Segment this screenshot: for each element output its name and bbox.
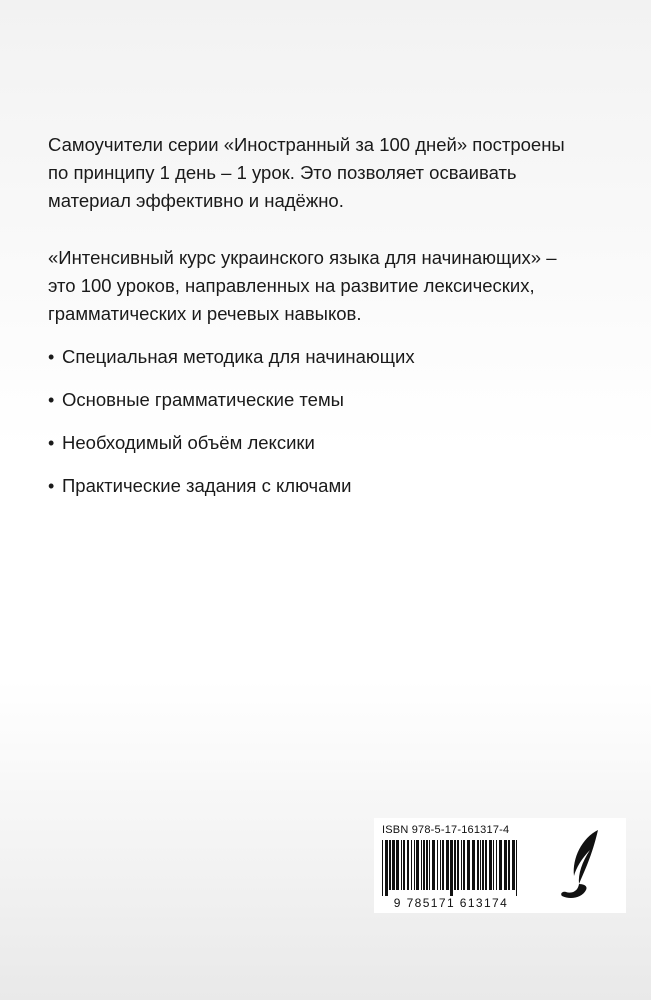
barcode-digits: 9 785171 613174 [393,896,509,910]
barcode-bar [482,840,484,890]
barcode-bar [463,840,465,890]
barcode-bar [472,840,475,890]
barcode-bar [450,840,453,896]
paragraph-line: «Интенсивный курс украинского языка для начинающих» – [48,247,557,268]
barcode-bar [429,840,430,890]
publisher-quill-logo-icon [552,828,612,903]
barcode-bar [516,840,517,896]
bullet-icon: • [48,476,55,496]
barcode-bar [426,840,428,890]
isbn-barcode-panel [374,818,626,913]
barcode-bar [496,840,497,890]
barcode-bar [440,840,441,890]
barcode-bar [432,840,435,890]
list-item-text: Необходимый объём лексики [62,432,315,453]
barcode-bar [389,840,391,890]
barcode-bar [446,840,449,890]
barcode-bar [499,840,502,890]
barcode-bar [414,840,415,890]
paragraph-line: это 100 уроков, направленных на развитие лексических, [48,275,535,296]
barcode-bar [493,840,494,890]
list-item [48,386,415,429]
description-paragraph-1 [48,131,618,215]
barcode-bar [407,840,409,890]
list-item-text: Практические задания с ключами [62,475,352,496]
isbn-label: ISBN 978-5-17-161317-4 [382,824,510,836]
barcode-bar [457,840,459,890]
barcode-bar [504,840,507,890]
barcode-bar [480,840,481,890]
barcode-bar [421,840,422,890]
list-item-text: Основные грамматические темы [62,389,344,410]
list-item [48,343,415,386]
barcode-bar [392,840,395,890]
barcode-bar [512,840,515,890]
barcode-bar [396,840,399,890]
barcode-bar [385,840,388,896]
barcode-bar [442,840,444,890]
barcode-bar [437,840,438,890]
barcode-bar [477,840,479,890]
barcode-bar [423,840,425,890]
paragraph-line: материал эффективно и надёжно. [48,190,344,211]
barcode-bar [489,840,492,890]
feature-list [48,343,415,515]
list-item [48,429,415,472]
barcode-bar [382,840,383,896]
list-item-text: Специальная методика для начинающих [62,346,415,367]
barcode-bar [467,840,470,890]
barcode-bar [403,840,405,890]
bullet-icon: • [48,347,55,367]
bullet-icon: • [48,390,55,410]
paragraph-line: по принципу 1 день – 1 урок. Это позволяет осваивать [48,162,517,183]
barcode-bar [401,840,402,890]
barcode-bar [485,840,487,890]
barcode-bar [454,840,456,890]
description-paragraph-2 [48,244,618,328]
barcode-bar [416,840,419,890]
paragraph-line: Самоучители серии «Иностранный за 100 дней» построены [48,134,565,155]
barcode-bar [411,840,412,890]
barcode-bar [508,840,510,890]
barcode [380,840,522,898]
barcode-bar [461,840,462,890]
list-item [48,472,415,515]
paragraph-line: грамматических и речевых навыков. [48,303,362,324]
bullet-icon: • [48,433,55,453]
